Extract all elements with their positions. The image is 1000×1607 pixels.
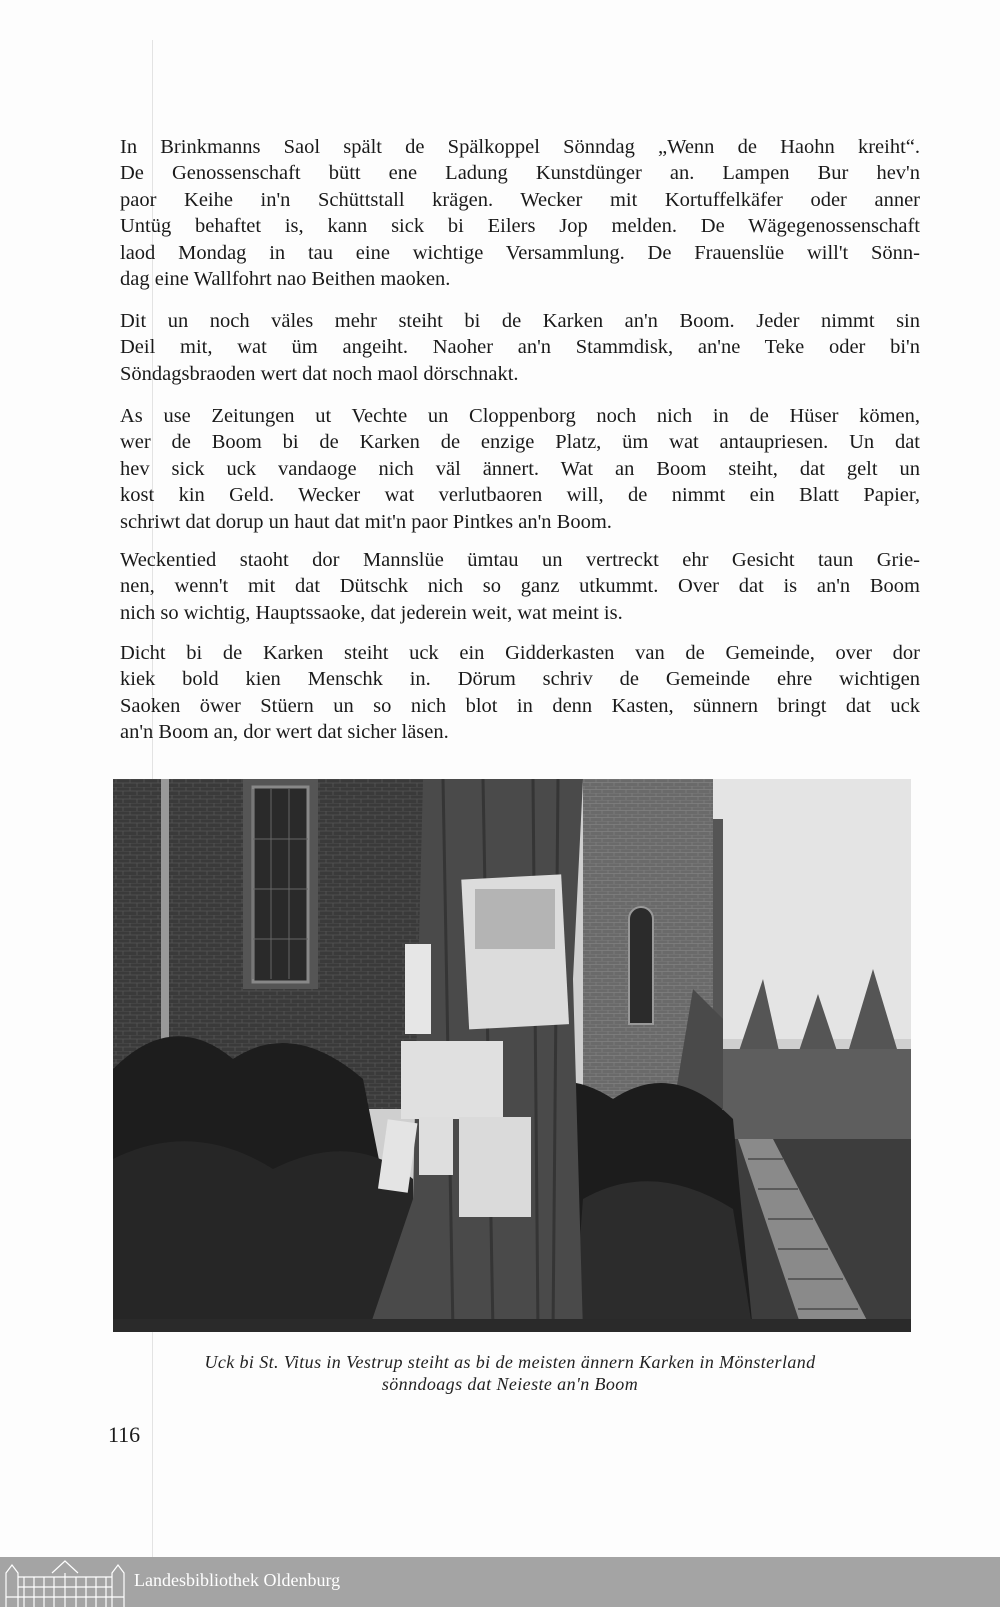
- text-line: De Genossenschaft bütt ene Ladung Kunstdünger an. Lampen Bur hev'n: [120, 162, 920, 185]
- paragraph-1: [120, 134, 920, 292]
- text-line: Weckentied staoht dor Mannslüe ümtau un vertreckt ehr Gesicht taun Grie-: [120, 549, 920, 571]
- library-name: Landesbibliothek Oldenburg: [134, 1570, 341, 1590]
- text-line: an'n Boom an, dor wert dat sicher läsen.: [120, 721, 449, 744]
- text-line: dag eine Wallfohrt nao Beithen maoken.: [120, 267, 451, 290]
- text-line: nen, wenn't mit dat Dütschk nich so ganz utkummt. Over dat is an'n Boom: [120, 575, 920, 598]
- text-line: Saoken öwer Stüern un so nich blot in denn Kasten, sünnern bringt dat uck: [120, 694, 920, 717]
- text-line: nich so wichtig, Hauptssaoke, dat jederein weit, wat meint is.: [120, 601, 623, 624]
- text-line: Untüg behaftet is, kann sick bi Eilers Jop melden. De Wägegenossenschaft: [120, 215, 920, 238]
- photo-church-tree-notices: [113, 779, 911, 1332]
- text-line: Deil mit, wat üm angeiht. Naoher an'n Stammdisk, an'ne Teke oder bi'n: [120, 336, 920, 359]
- text-line: Söndagsbraoden wert dat noch maol dörschnakt.: [120, 362, 519, 385]
- text-line: paor Keihe in'n Schüttstall krägen. Wecker mit Kortuffelkäfer oder anner: [120, 188, 920, 211]
- paragraph-4: [120, 547, 920, 626]
- text-line: kiek bold kien Menschk in. Dörum schriv de Gemeinde ehre wichtigen: [120, 668, 920, 691]
- text-line: wer de Boom bi de Karken de enzige Platz, üm wat antaupriesen. Un dat: [120, 431, 920, 454]
- library-building-logo-icon: [4, 1559, 126, 1607]
- text-line: schriwt dat dorup un haut dat mit'n paor Pintkes an'n Boom.: [120, 510, 612, 533]
- photo-caption-line-1: Uck bi St. Vitus in Vestrup steiht as bi de meisten ännern Karken in Mönsterland: [204, 1352, 816, 1372]
- photo-caption-line-2: sönndoags dat Neieste an'n Boom: [381, 1374, 639, 1394]
- library-footer-bar: [0, 1557, 1000, 1607]
- text-line: hev sick uck vandaoge nich väl ännert. Wat an Boom steiht, dat gelt un: [120, 457, 920, 480]
- text-line: Dicht bi de Karken steiht uck ein Gidderkasten van de Gemeinde, over dor: [120, 642, 920, 664]
- text-line: Dit un noch väles mehr steiht bi de Karken an'n Boom. Jeder nimmt sin: [120, 310, 920, 332]
- text-line: As use Zeitungen ut Vechte un Cloppenborg noch nich in de Hüser kömen,: [120, 405, 920, 427]
- page-number: 116: [108, 1422, 141, 1447]
- text-line: laod Mondag in tau eine wichtige Versammlung. De Frauenslüe will't Sönn-: [120, 241, 920, 264]
- paragraph-2: [120, 308, 920, 387]
- paragraph-3: [120, 403, 920, 535]
- paragraph-5: [120, 640, 920, 746]
- text-line: In Brinkmanns Saol spält de Spälkoppel Sönndag „Wenn de Haohn kreiht“.: [120, 136, 920, 158]
- text-line: kost kin Geld. Wecker wat verlutbaoren will, de nimmt ein Blatt Papier,: [120, 484, 920, 507]
